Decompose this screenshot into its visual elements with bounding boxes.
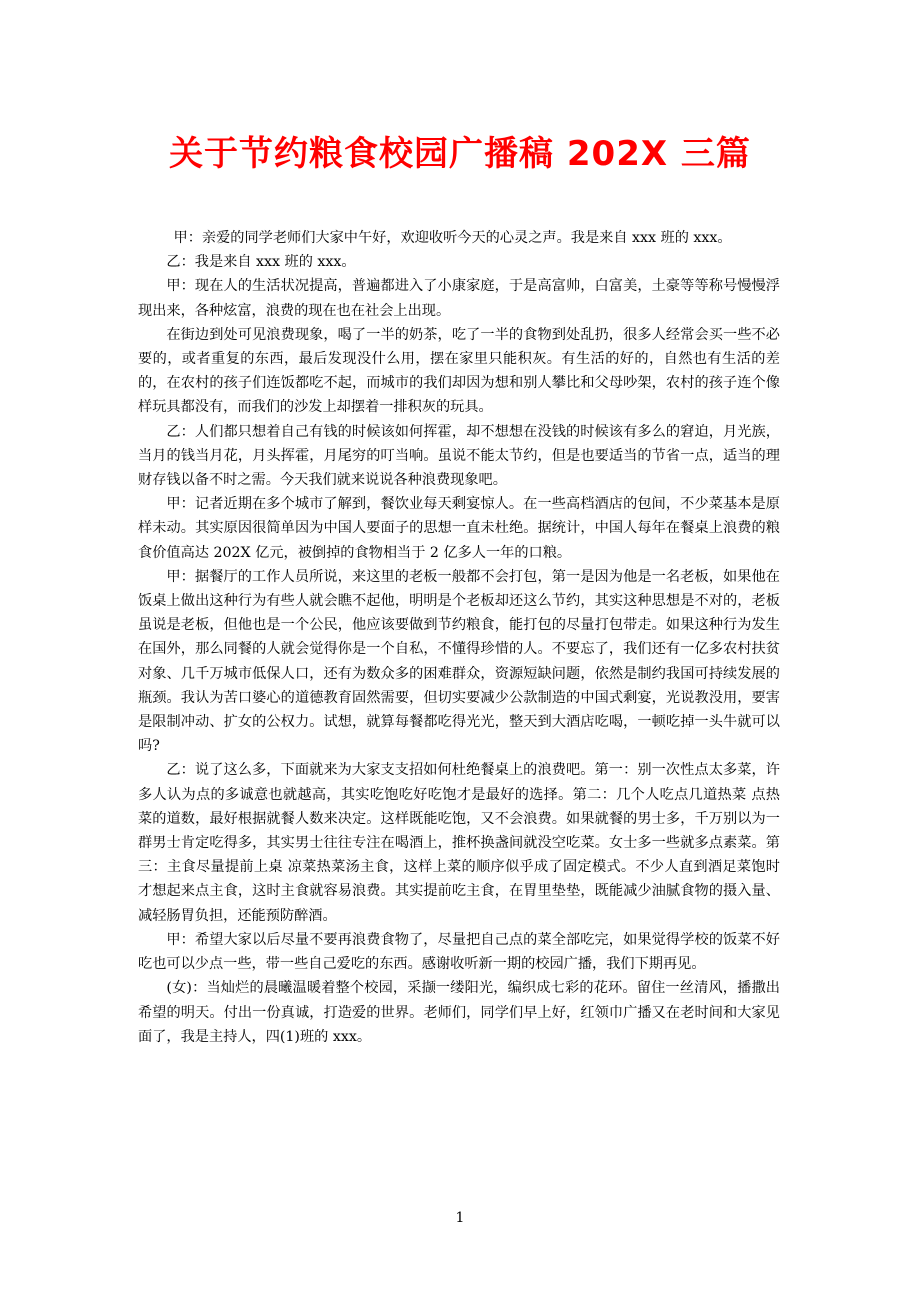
paragraph: 甲：希望大家以后尽量不要再浪费食物了，尽量把自己点的菜全部吃完，如果觉得学校的饭菜不好吃也可以少点一些，带一些自己爱吃的东西。感谢收听新一期的校园广播，我们下期再见。 bbox=[138, 931, 780, 973]
paragraph: (女)：当灿烂的晨曦温暖着整个校园，采撷一缕阳光，编织成七彩的花环。留住一丝清风，播撒出希望的明天。付出一份真诚，打造爱的世界。老师们，同学们早上好，红领巾广播又在老时间和大家见面了，我是主持人，四(1)班的 xxx。 bbox=[138, 980, 780, 1045]
paragraph: 乙：人们都只想着自己有钱的时候该如何挥霍，却不想想在没钱的时候该有多么的窘迫，月光族，当月的钱当月花，月头挥霍，月尾穷的叮当响。虽说不能太节约，但是也要适当的节省一点，适当的理财存钱以备不时之需。今天我们就来说说各种浪费现象吧。 bbox=[138, 423, 780, 489]
paragraph: 甲：亲爱的同学老师们大家中午好，欢迎收听今天的心灵之声。我是来自 xxx 班的 xxx。 bbox=[173, 230, 732, 246]
paragraph: 乙：我是来自 xxx 班的 xxx。 bbox=[166, 254, 356, 271]
page-number: 1 bbox=[455, 1210, 465, 1226]
paragraph: 在街边到处可见浪费现象，喝了一半的奶茶，吃了一半的食物到处乱扔，很多人经常会买一些不必要的，或者重复的东西，最后发现没什么用，摆在家里只能积灰。有生活的好的，自然也有生活的差的，在农村的孩子们连饭都吃不起，而城市的我们却因为想和别人攀比和父母吵架，农村的孩子连个像样玩具都没有，而我们的沙发上却摆着一排积灰的玩具。 bbox=[138, 326, 780, 416]
paragraph: 甲：现在人的生活状况提高，普遍都进入了小康家庭，于是高富帅，白富美，土豪等等称号慢慢浮现出来，各种炫富，浪费的现在也在社会上出现。 bbox=[138, 278, 780, 319]
document-title: 关于节约粮食校园广播稿 202X 三篇 bbox=[169, 134, 751, 174]
paragraph: 乙：说了这么多，下面就来为大家支支招如何杜绝餐桌上的浪费吧。第一：别一次性点太多菜，许多人认为点的多诚意也就越高，其实吃饱吃好吃饱才是最好的选择。第二：几个人吃点几道热菜 点热菜的道数，最好根据就餐人数来决定。这样既能吃饱，又不会浪费。如果就餐的男士多，千万别以为一群男士肯定吃得多，其实男士往往专注在喝酒上，推杯换盏间就没空吃菜。女士多一些就多点素菜。第三：主食尽量提前上桌 凉菜热菜汤主食，这样上菜的顺序似乎成了固定模式。不少人直到酒足菜饱时才想起来点主食，这时主食就容易浪费。其实提前吃主食，在胃里垫垫，既能减少油腻食物的摄入量、减轻肠胃负担，还能预防醉酒。 bbox=[138, 762, 780, 924]
document-body bbox=[138, 226, 780, 1049]
paragraph: 甲：记者近期在多个城市了解到，餐饮业每天剩宴惊人。在一些高档酒店的包间，不少菜基本是原样未动。其实原因很简单因为中国人要面子的思想一直未杜绝。据统计，中国人每年在餐桌上浪费的粮食价值高达 202X 亿元，被倒掉的食物相当于 2 亿多人一年的口粮。 bbox=[138, 496, 780, 561]
paragraph: 甲：据餐厅的工作人员所说，来这里的老板一般都不会打包，第一是因为他是一名老板，如果他在饭桌上做出这种行为有些人就会瞧不起他，明明是个老板却还这么节约，其实这种思想是不对的，老板虽说是老板，但他也是一个公民，他应该要做到节约粮食，能打包的尽量打包带走。如果这种行为发生在国外，那么同餐的人就会觉得你是一个自私，不懂得珍惜的人。不要忘了，我们还有一亿多农村扶贫对象、几千万城市低保人口，还有为数众多的困难群众，资源短缺问题，依然是制约我国可持续发展的瓶颈。我认为苦口婆心的道德教育固然需要，但切实要减少公款制造的中国式剩宴，光说教没用，要害是限制冲动、扩女的公权力。试想，就算每餐都吃得光光，整天到大酒店吃喝，一顿吃掉一头牛就可以吗? bbox=[138, 568, 780, 755]
